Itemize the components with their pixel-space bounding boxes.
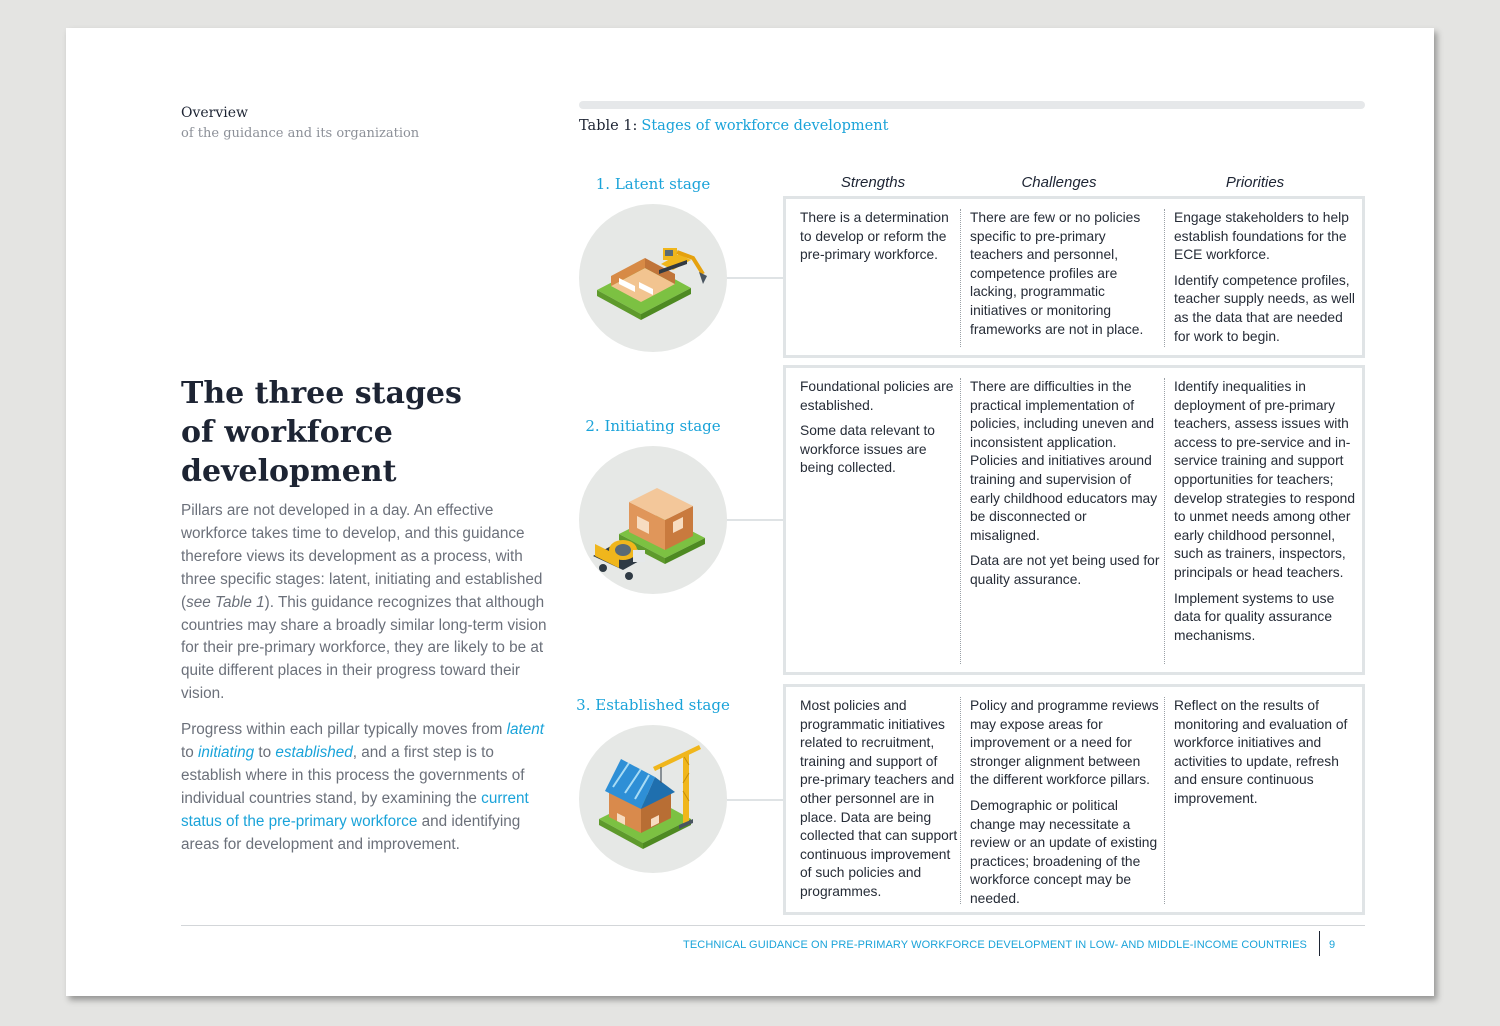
- established-priorities-cell: [1174, 697, 1362, 809]
- initiating-priorities-cell: [1174, 378, 1362, 645]
- cell-text: Most policies and programmatic initiatives related to recruitment, training and support of pre-primary teachers and other personnel are in place. Data are being collected that can support continuous improvement of such policies and programmes.: [800, 698, 958, 899]
- stage-label-initiating: 2. Initiating stage: [585, 417, 721, 435]
- body-paragraph-1: [181, 500, 553, 706]
- stage-label-established: 3. Established stage: [576, 696, 730, 714]
- heading-line: The three stages: [181, 376, 462, 411]
- column-divider: [1164, 209, 1165, 347]
- cell-text: Foundational policies are established.: [800, 379, 954, 413]
- text-run: Progress within each pillar typically moves from: [181, 721, 507, 738]
- cell-text: Identify inequalities in deployment of pre-primary teachers, assess issues with access to pre-service and in-service training and support opportunities for teachers; develop strategies to respond to unmet needs among other early childhood personnel, such as trainers, inspectors, principals or head teachers.: [1174, 379, 1356, 580]
- stage-connector: [727, 799, 783, 801]
- cell-text: Data are not yet being used for quality assurance.: [970, 553, 1160, 587]
- column-header-strengths: Strengths: [840, 174, 906, 191]
- document-page: [66, 28, 1434, 996]
- heading-line: of workforce: [181, 415, 393, 450]
- footer-separator: [1319, 931, 1320, 956]
- table-row-latent: [783, 196, 1365, 358]
- established-strengths-cell: [800, 697, 962, 902]
- text-run: and identifying areas for development and improvement.: [181, 812, 521, 853]
- cell-text: Policy and programme reviews may expose areas for improvement or a need for stronger alignment between the different workforce pillars.: [970, 698, 1159, 788]
- table-caption: [579, 118, 888, 134]
- cell-text: There are few or no policies specific to pre-primary teachers and personnel, competence profiles are lacking, programmatic initiatives or monitoring frameworks are not in place.: [970, 210, 1144, 337]
- foundation-excavator-illustration: [579, 204, 727, 352]
- page-number: 9: [1329, 939, 1336, 951]
- table-top-rule: [579, 101, 1365, 109]
- section-title: Overview: [181, 105, 249, 121]
- cell-text: Implement systems to use data for quality assurance mechanisms.: [1174, 590, 1335, 643]
- cell-text: Engage stakeholders to help establish foundations for the ECE workforce.: [1174, 210, 1349, 263]
- table-caption-title: Stages of workforce development: [641, 118, 889, 134]
- footer-title: TECHNICAL GUIDANCE ON PRE-PRIMARY WORKFORCE DEVELOPMENT IN LOW- AND MIDDLE-INCOME COUNTRIES: [683, 939, 1307, 951]
- cell-text: Some data relevant to workforce issues are being collected.: [800, 423, 935, 476]
- body-paragraph-2: [181, 719, 553, 856]
- column-divider: [960, 209, 961, 347]
- latent-challenges-cell: [970, 209, 1160, 339]
- initiating-link[interactable]: initiating: [198, 743, 255, 761]
- stage-connector: [727, 277, 783, 279]
- cell-text: Identify competence profiles, teacher supply needs, as well as the data that are needed for work to begin.: [1174, 272, 1355, 344]
- heading-line: development: [181, 454, 397, 489]
- latent-priorities-cell: [1174, 209, 1362, 346]
- walls-cement-truck-illustration: [579, 446, 727, 594]
- footer-rule: [181, 925, 1365, 926]
- latent-strengths-cell: [800, 209, 962, 265]
- stage-connector: [727, 519, 783, 521]
- house-crane-illustration: [579, 725, 727, 873]
- initiating-strengths-cell: [800, 378, 962, 478]
- established-link[interactable]: established: [275, 743, 353, 761]
- table-caption-prefix: Table 1:: [579, 118, 638, 134]
- latent-link[interactable]: latent: [506, 721, 545, 738]
- initiating-challenges-cell: [970, 378, 1160, 590]
- cell-text: There are difficulties in the practical implementation of policies, including uneven and inconsistent application. Policies and initiatives around training and supervision of early childhood educators may be disconnected or misaligned.: [970, 379, 1158, 543]
- table-row-established: [783, 684, 1365, 915]
- cell-text: There is a determination to develop or reform the pre-primary workforce.: [800, 210, 949, 263]
- table-reference: see Table 1: [186, 593, 265, 611]
- cell-text: Demographic or political change may necessitate a review or an update of existing practices; broadening of the workforce concept may be needed.: [970, 797, 1158, 906]
- text-run: , and a first step is to establish where in this process the governments of individual countries stand, by examining the: [181, 743, 525, 807]
- column-header-challenges: Challenges: [1021, 174, 1097, 191]
- text-run: to: [254, 743, 276, 761]
- established-challenges-cell: [970, 697, 1160, 909]
- stage-label-latent: 1. Latent stage: [595, 175, 711, 193]
- text-run: ). This guidance recognizes that although countries may share a broadly similar long-term vision for their pre-primary workforce, they are likely to be at quite different places in their progress toward their vision.: [181, 593, 547, 703]
- table-row-initiating: [783, 365, 1365, 675]
- column-divider: [960, 378, 961, 664]
- text-run: Pillars are not developed in a day. An effective workforce takes time to develop, and this guidance therefore views its development as a process, with three specific stages: latent, initiating and established (: [181, 502, 543, 611]
- column-divider: [1164, 697, 1165, 904]
- cell-text: Reflect on the results of monitoring and evaluation of workforce initiatives and activities to update, refresh and ensure continuous improvement.: [1174, 698, 1348, 806]
- column-divider: [1164, 378, 1165, 664]
- page-heading: [181, 374, 521, 491]
- text-run: to: [181, 743, 199, 761]
- workforce-status-link[interactable]: current status of the pre-primary workforce: [181, 789, 529, 830]
- section-subtitle: of the guidance and its organization: [181, 126, 420, 141]
- column-divider: [960, 697, 961, 904]
- column-header-priorities: Priorities: [1225, 174, 1285, 191]
